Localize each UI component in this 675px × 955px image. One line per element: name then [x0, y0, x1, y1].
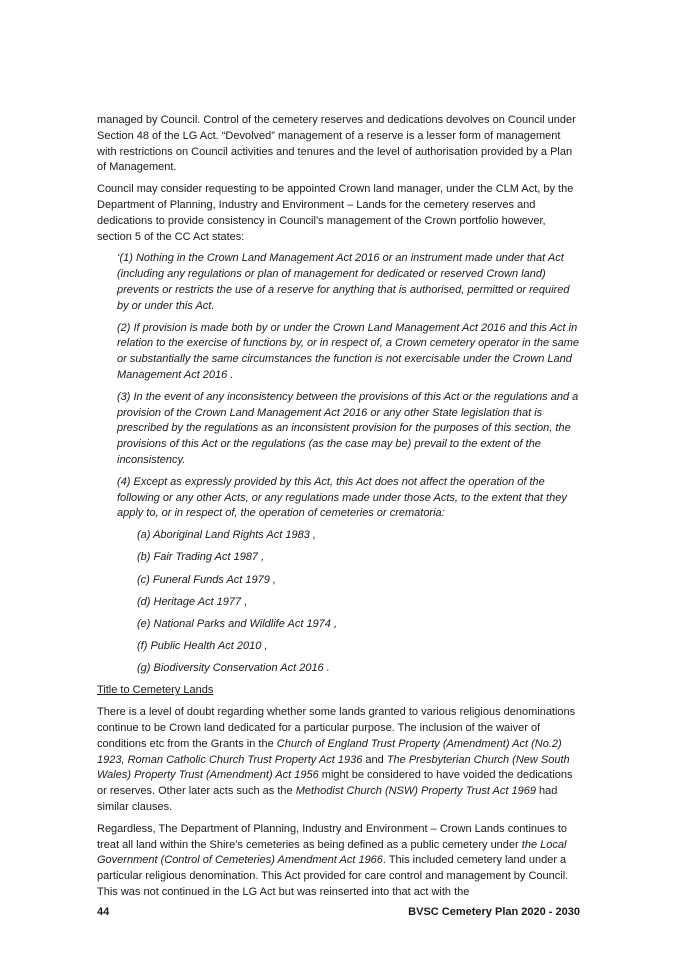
- act-name: the Local Government (Control of Cemeteries) Amendment Act 1966: [97, 838, 567, 867]
- act-name: Methodist Church (NSW) Property Trust Act 1969: [295, 785, 536, 798]
- list-item: (f) Public Health Act 2010 ,: [137, 640, 268, 653]
- paragraph-public-cemetery-treatment: [97, 822, 581, 901]
- act-name: Church of England Trust Property (Amendment) Act (No.2) 1923, Roman Catholic Church Trust Property Act 1936: [97, 737, 562, 766]
- page-body: [97, 113, 581, 907]
- list-item: (g) Biodiversity Conservation Act 2016 .: [137, 662, 330, 675]
- list-item: (e) National Parks and Wildlife Act 1974 ,: [137, 617, 338, 630]
- list-item: (a) Aboriginal Land Rights Act 1983 ,: [137, 529, 316, 542]
- page-number: 44: [97, 906, 110, 918]
- quote-clause-4: (4) Except as expressly provided by this Act, this Act does not affect the operation of the following or any other Acts, or any regulations made under those Acts, to the extent that they apply to, or in respect of, the operation of cemeteries or crematoria:: [117, 475, 567, 520]
- list-item: (c) Funeral Funds Act 1979 ,: [137, 573, 276, 586]
- quote-clause-1: ‘(1) Nothing in the Crown Land Management Act 2016 or an instrument made under that Act (including any regulations or plan of management for dedicated or reserved Crown land) prevents or restricts the use of a reserve for anything that is authorised, permitted or required by or under this Act.: [117, 252, 570, 312]
- paragraph-crown-land-manager: Council may consider requesting to be appointed Crown land manager, under the CLM Act, by the Department of Planning, Industry and Environment – Lands for the cemetery reserves and dedications to provide consistency in Council’s management of the Crown portfolio however, section 5 of the CC Act states:: [97, 183, 574, 243]
- text-run: might be considered to have voided the dedications or reserves. Other later acts such as the: [97, 769, 573, 798]
- document-title: BVSC Cemetery Plan 2020 - 2030: [408, 906, 580, 918]
- text-run: had similar clauses.: [97, 785, 558, 814]
- page-footer: [97, 906, 580, 918]
- text-run: There is a level of doubt regarding whether some lands granted to various religious denominations continue to be Crown land dedicated for a particular purpose. The inclusion of the waiver of conditions etc from the Grants in the: [97, 706, 576, 750]
- quote-clause-2: (2) If provision is made both by or under the Crown Land Management Act 2016 and this Act in relation to the exercise of functions by, or in respect of, a Crown cemetery operator in the same or substantially the same circumstances the function is not exercisable under the Crown Land Management Act 2016 .: [117, 321, 580, 381]
- act-name: The Presbyterian Church (New South Wales) Property Trust (Amendment) Act 1956: [97, 753, 570, 782]
- paragraph-devolved-management: managed by Council. Control of the cemetery reserves and dedications devolves on Council under Section 48 of the LG Act. “Devolved” management of a reserve is a lesser form of management with restrictions on Council activities and tenures and the level of authorisation provided by a Plan of Management.: [97, 114, 576, 174]
- acts-list: [137, 528, 581, 677]
- text-run: and: [362, 753, 387, 766]
- list-item: (b) Fair Trading Act 1987 ,: [137, 551, 265, 564]
- paragraph-religious-grants: [97, 705, 581, 816]
- quote-clause-3: (3) In the event of any inconsistency between the provisions of this Act or the regulations and a provision of the Crown Land Management Act 2016 or any other State legislation that is prescribed by the regulations as an inconsistent provision for the purposes of this section, the provisions of this Act or the regulations (as the case may be) prevail to the extent of the inconsistency.: [117, 390, 579, 466]
- list-item: (d) Heritage Act 1977 ,: [137, 595, 248, 608]
- text-run: Regardless, The Department of Planning, Industry and Environment – Crown Lands continues to treat all land within the Shire’s cemeteries as being defined as a public cemetery under: [97, 822, 568, 851]
- section-heading-title-to-cemetery-lands: Title to Cemetery Lands: [97, 684, 214, 697]
- text-run: . This included cemetery land under a particular religious denomination. This Act provided for care control and management by Council. This was not continued in the LG Act but was reinserted into that act with the: [97, 854, 569, 898]
- cc-act-section-5-quote: [117, 251, 581, 677]
